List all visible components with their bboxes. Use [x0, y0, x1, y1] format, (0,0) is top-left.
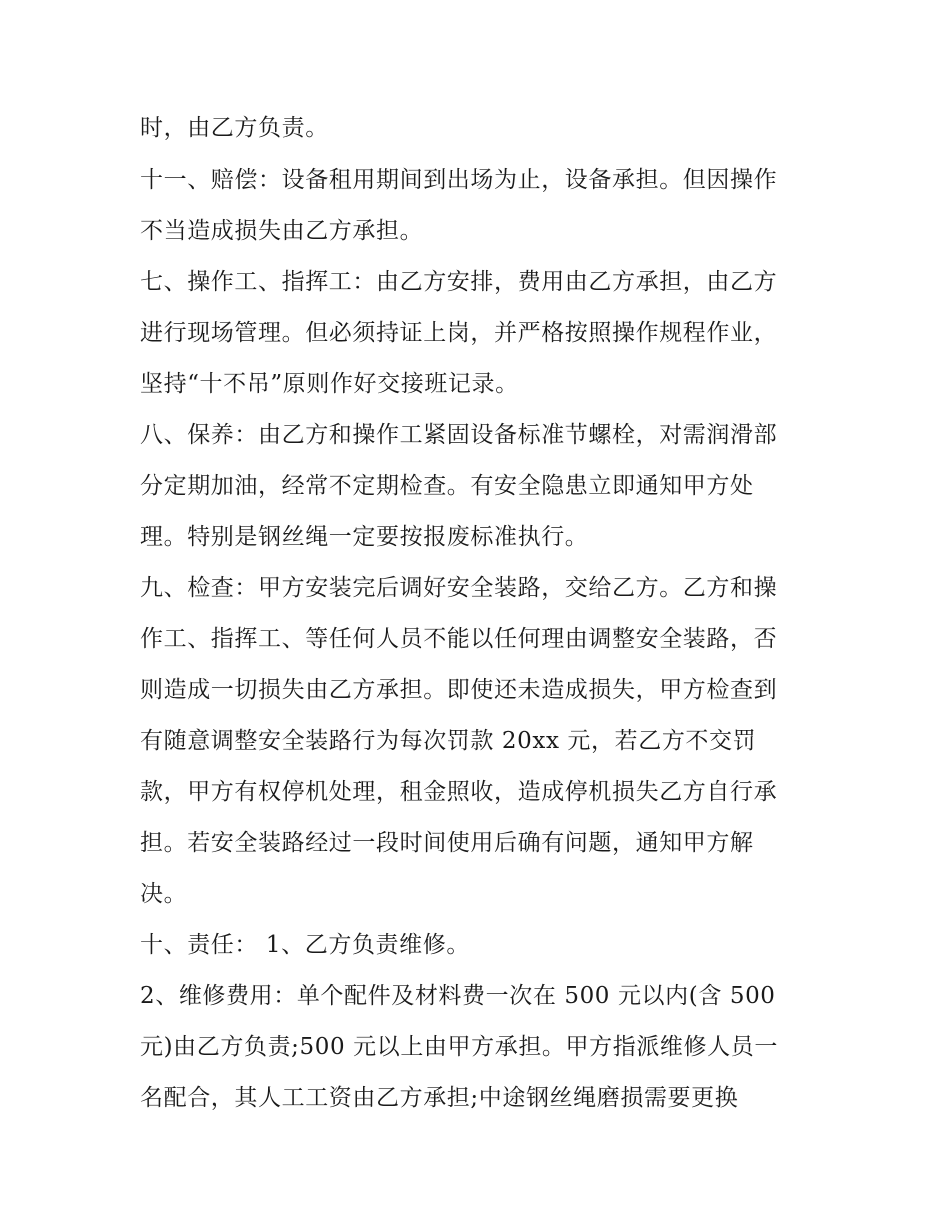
- text-line: 九、检查：甲方安装完后调好安全装路，交给乙方。乙方和操: [140, 575, 778, 601]
- text-line: 进行现场管理。但必须持证上岗，并严格按照操作规程作业，: [140, 320, 778, 346]
- text-line: 担。若安全装路经过一段时间使用后确有问题，通知甲方解: [140, 830, 754, 856]
- text-line: 七、操作工、指挥工：由乙方安排，费用由乙方承担，由乙方: [140, 269, 778, 295]
- text-line: 有随意调整安全装路行为每次罚款 20xx 元，若乙方不交罚: [140, 728, 757, 754]
- text-line: 不当造成损失由乙方承担。: [140, 218, 424, 244]
- text-line: 分定期加油，经常不定期检查。有安全隐患立即通知甲方处: [140, 473, 754, 499]
- text-line: 十、责任： 1、乙方负责维修。: [140, 932, 470, 958]
- text-line: 八、保养：由乙方和操作工紧固设备标准节螺栓，对需润滑部: [140, 422, 778, 448]
- text-line: 理。特别是钢丝绳一定要按报废标准执行。: [140, 524, 589, 550]
- text-line: 决。: [140, 881, 188, 907]
- text-line: 元)由乙方负责;500 元以上由甲方承担。甲方指派维修人员一: [140, 1034, 778, 1060]
- text-line: 款，甲方有权停机处理，租金照收，造成停机损失乙方自行承: [140, 779, 778, 805]
- text-line: 十一、赔偿：设备租用期间到出场为止，设备承担。但因操作: [140, 167, 778, 193]
- text-line: 作工、指挥工、等任何人员不能以任何理由调整安全装路，否: [140, 626, 778, 652]
- text-line: 名配合，其人工工资由乙方承担;中途钢丝绳磨损需要更换: [140, 1085, 739, 1111]
- text-line: 时，由乙方负责。: [140, 115, 329, 141]
- text-line: 2、维修费用：单个配件及材料费一次在 500 元以内(含 500: [140, 983, 776, 1009]
- text-line: 坚持“十不吊”原则作好交接班记录。: [140, 371, 519, 397]
- text-line: 则造成一切损失由乙方承担。即使还未造成损失，甲方检查到: [140, 677, 778, 703]
